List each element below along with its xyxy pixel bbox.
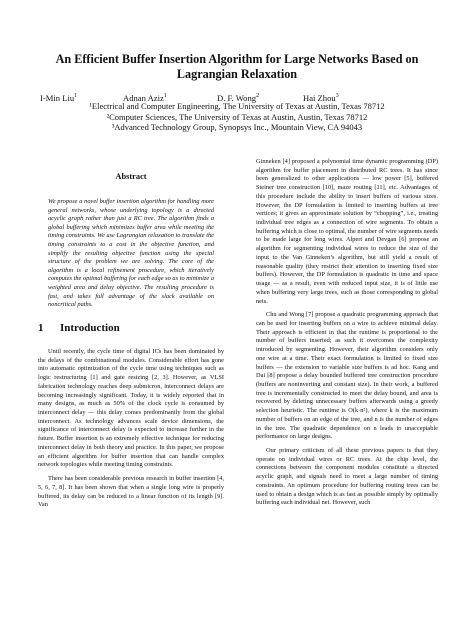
author-name: Hai Zhou — [303, 92, 336, 103]
paper-title — [20, 52, 454, 82]
author-mark: 2 — [256, 93, 260, 99]
title-line: An Efficient Buffer Insertion Algorithm for Large Networks Based on — [55, 52, 419, 66]
affiliation: ¹Electrical and Computer Engineering, The University of Texas at Austin, Texas 78712 — [89, 101, 385, 111]
paragraph: Ginneken [4] proposed a polynomial time dynamic programming (DP) algorithm for buffer placement in distributed RC trees. It has since been generalized to other applications — low power [5], buffered Steiner tree construction [10], maze routing [11], etc. Advantages of this procedure include the ability to insert buffers of various sizes. However, the DP formulation is limited to inserting buffers at tree vertices; it gives an approximate solution by “chopping”, i.e., treating individual tree edges as a connection of wire segments. To obtain a buffering which is close to optimal, the number of wire segments needs to be made large for long wires. Alpert and Devgan [6] propose an algorithm for segmenting individual wires to reduce the size of the input to the Van Ginneken’s algorithm, but still yield a result of reasonable quality (they restrict their attention to inserting fixed size buffers). However, the DP formulation is quadratic in time and space usage — as a result, even with reduced input size, it is of little use when buffering very large trees, such as those corresponding to global nets. — [256, 158, 438, 305]
author-mark: 1 — [74, 93, 78, 99]
paragraph: Chu and Wong [7] propose a quadratic programming approach that can be used for inserting buffers on a wire to achieve minimal delay. Their approach is efficient in that the runtime is proportional to the number of buffers inserted; as such it overcomes the complexity introduced by segmenting. However, their algorithm considers only one wire at a time. Their exact formulation is limited to fixed size buffers — the extension to variable size buffers is ad hoc. Kang and Dai [8] propose a delay bounded buffered tree construction procedure (buffers are noninverting and constant size). In their work, a buffered tree is incrementally constructed to meet the delay bound, and area is recovered by deleting unnecessary buffers afterwards using a greedy selection heuristic. The runtime is O(k·n²), where k is the maximum number of buffers on an edge of the tree, and n is the number of edges in the tree. The quadratic dependence on n leads to unacceptable performance on large designs. — [256, 311, 438, 441]
section-number: 1 — [38, 322, 44, 334]
section-title: Introduction — [60, 322, 120, 334]
affiliation: ³Advanced Technology Group, Synopsys Inc., Mountain View, CA 94043 — [111, 122, 363, 133]
left-column-body — [38, 348, 224, 515]
author-mark: 1 — [163, 93, 167, 99]
paragraph: There has been considerable previous research in buffer insertion [4, 5, 6, 7, 8]. It has been shown that when a single long wire is properly buffered, its delay can be reduced to a linear function of its length [9]. Van — [38, 475, 224, 509]
title-line: Lagrangian Relaxation — [176, 67, 298, 81]
paragraph: Until recently, the cycle time of digital ICs has been dominated by the delays of the combinational modules. Considerable effort has gone into automatic optimization of the cycle time using techniques such as logic restructuring [1] and gate resizing [2, 3]. However, as VLSI fabrication technology reaches deep submicron, interconnect delays are becoming increasingly significant. Today, it is widely reported that in many designs, as much as 50% of the clock cycle is consumed by interconnect delay — this delay comes predominantly from the global interconnect. As technology advances scale device dimensions, the significance of interconnect delay is expected to increase further in the future. Buffer insertion is an extremely effective technique for reducing interconnect delay in both theory and practice. In this paper, we propose an efficient algorithm for buffer insertion that can handle complex network topologies while meeting timing constraints. — [38, 348, 224, 469]
author-name: Adnan Aziz — [123, 92, 164, 103]
author-mark: 3 — [335, 93, 339, 99]
abstract-heading: Abstract — [115, 172, 147, 181]
author-name: I-Min Liu — [40, 92, 75, 103]
right-column-body — [256, 158, 438, 513]
section-heading — [38, 322, 120, 334]
abstract-text: We propose a novel buffer insertion algorithm for handling more general networks, whose underlying topology is a directed acyclic graph rather than just a RC tree. The algorithm finds a global buffering which minimizes buffer area while meeting the timing constraints. We use Lagrangian relaxation to translate the timing constraints to a cost in the objective function, and simplify the resulting objective function using the special structure of the problem we are solving. The core of the algorithm is a local refinement procedure, which iteratively computes the optimal buffering for each edge so as to minimize a weighted area and delay objective. The resulting procedure is fast, and takes full advantage of the slack available on noncritical paths. — [48, 198, 214, 309]
author-name: D. F. Wong — [217, 92, 257, 103]
affiliation: ²Computer Sciences, The University of Texas at Austin, Austin, Texas 78712 — [106, 111, 368, 122]
paragraph: Our primary criticism of all these previous papers is that they operate on individual wires or RC trees. At the chip level, the connections between the component modules constitute a directed acyclic graph, and signals need to meet a large number of timing constraints. An optimum procedure for buffering routing trees can be used to obtain a design which is as fast as possible simply by optimally buffering each individual net. However, such — [256, 447, 438, 507]
affiliations — [20, 101, 454, 133]
